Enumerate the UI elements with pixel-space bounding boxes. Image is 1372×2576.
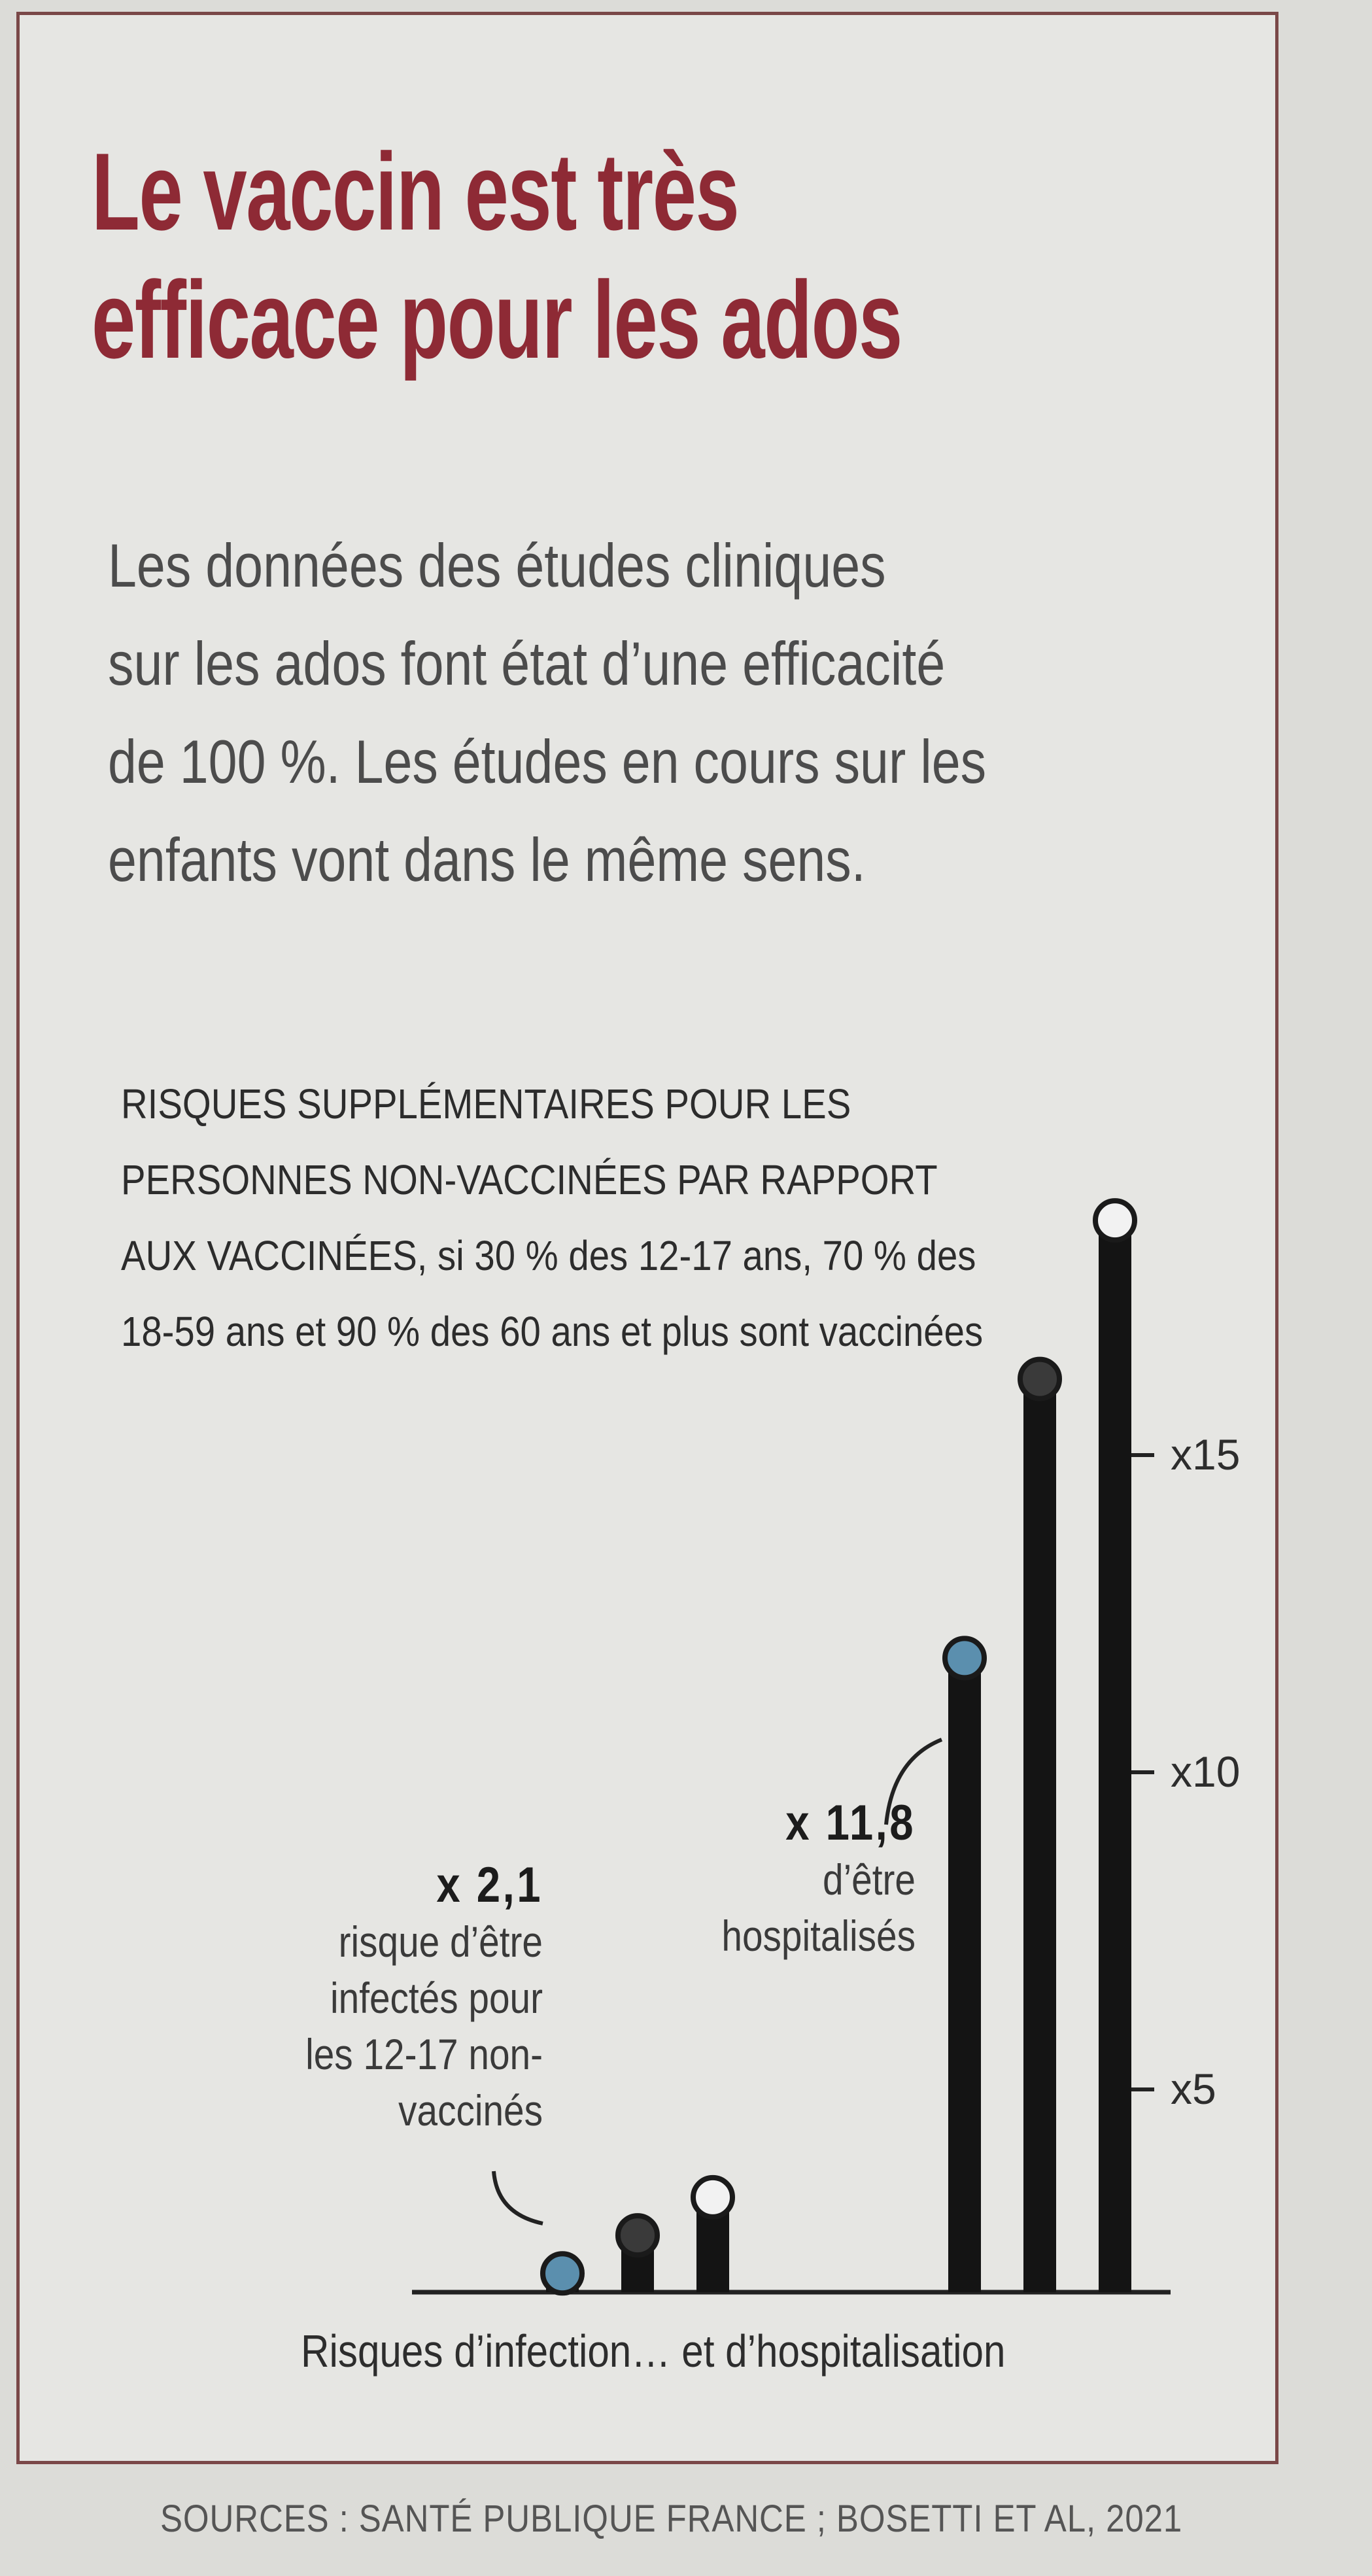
x-axis-caption: Risques d’infection… et d’hospitalisation <box>301 2326 1006 2377</box>
source-credit: SOURCES : SANTÉ PUBLIQUE FRANCE ; BOSETTI ET AL, 2021 <box>160 2498 1183 2540</box>
infection-annotation-line-4: vaccinés <box>398 2086 543 2135</box>
headline-line-1: Le vaccin est très <box>92 130 739 253</box>
chart-subheading-line-4: 18-59 ans et 90 % des 60 ans et plus sont vaccinées <box>121 1308 984 1355</box>
hospital-annotation <box>634 1795 916 1964</box>
bar-cap-infection-cap_60plus <box>693 2178 732 2217</box>
y-tick-label-x15: x15 <box>1171 1430 1241 1479</box>
infection-annotation <box>205 1857 543 2138</box>
chart-subheading-line-2: PERSONNES NON-VACCINÉES PAR RAPPORT <box>121 1156 938 1203</box>
chart-subheading-line-3: AUX VACCINÉES, si 30 % des 12-17 ans, 70 % des <box>121 1232 976 1279</box>
infection-annotation-line-3: les 12-17 non- <box>305 2030 543 2078</box>
infection-leader-line <box>494 2171 543 2224</box>
infection-annotation-value: x 2,1 <box>436 1857 543 1913</box>
bar-cap-infection-cap_18_59 <box>618 2216 657 2255</box>
bar-hospitalisation-cap_18_59 <box>1023 1379 1056 2292</box>
headline-line-2: efficace pour les ados <box>92 258 902 381</box>
infection-annotation-line-2: infectés pour <box>330 1974 543 2022</box>
y-tick-label-x10: x10 <box>1171 1747 1241 1796</box>
intro-line-4: enfants vont dans le même sens. <box>108 825 866 894</box>
bar-cap-hospitalisation-cap_60plus <box>1095 1201 1135 1240</box>
hospital-annotation-value: x 11,8 <box>785 1795 916 1851</box>
y-tick-label-x5: x5 <box>1171 2065 1216 2113</box>
bar-cap-hospitalisation-cap_18_59 <box>1020 1360 1059 1399</box>
bar-hospitalisation-cap_12_17 <box>948 1658 981 2292</box>
intro-line-3: de 100 %. Les études en cours sur les <box>108 727 987 796</box>
intro-line-1: Les données des études cliniques <box>108 531 886 600</box>
bar-hospitalisation-cap_60plus <box>1099 1220 1131 2292</box>
chart-subheading-line-1: RISQUES SUPPLÉMENTAIRES POUR LES <box>121 1080 851 1127</box>
hospital-annotation-line-1: d’être <box>823 1855 916 1904</box>
intro-line-2: sur les ados font état d’une efficacité <box>108 629 946 698</box>
bar-cap-infection-cap_12_17 <box>543 2254 582 2293</box>
infection-annotation-line-1: risque d’être <box>338 1917 543 1966</box>
hospital-annotation-line-2: hospitalisés <box>721 1912 916 1960</box>
bar-cap-hospitalisation-cap_12_17 <box>945 1638 984 1677</box>
